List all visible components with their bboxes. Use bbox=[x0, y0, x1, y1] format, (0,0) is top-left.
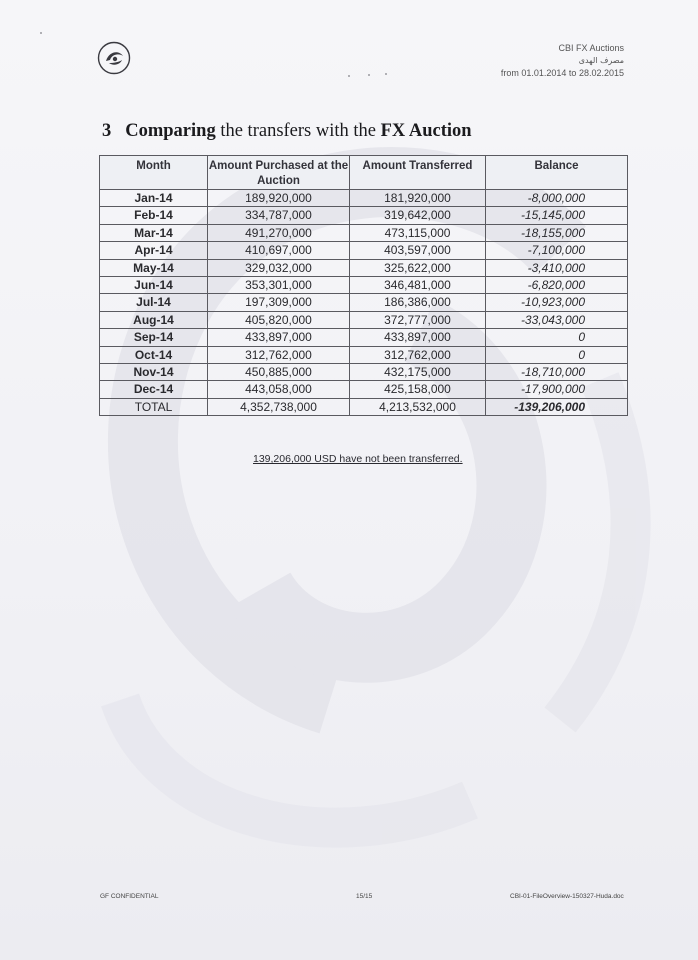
cell-total-purchased: 4,352,738,000 bbox=[208, 398, 350, 415]
section-title-part1: Comparing bbox=[125, 121, 216, 141]
cell-month: Aug-14 bbox=[100, 311, 208, 328]
cell-total-label: TOTAL bbox=[100, 398, 208, 415]
header-arabic-name: مصرف الهدى bbox=[578, 55, 624, 65]
table-row bbox=[100, 259, 628, 276]
table-header-row bbox=[100, 156, 628, 190]
cell-balance: -7,100,000 bbox=[486, 242, 628, 259]
bank-logo-icon bbox=[97, 41, 131, 75]
section-title-part3: FX Auction bbox=[380, 121, 472, 141]
cell-month: May-14 bbox=[100, 259, 208, 276]
cell-balance: 0 bbox=[486, 329, 628, 346]
section-title-part2: the transfers with the bbox=[215, 121, 381, 141]
scan-speck bbox=[348, 75, 350, 77]
table-row bbox=[100, 224, 628, 241]
footer-page-number: 15/15 bbox=[356, 893, 373, 900]
cell-balance: -6,820,000 bbox=[486, 277, 628, 294]
cell-month: Nov-14 bbox=[100, 364, 208, 381]
cell-purchased: 491,270,000 bbox=[208, 224, 350, 241]
cell-transferred: 432,175,000 bbox=[350, 364, 486, 381]
table-row bbox=[100, 277, 628, 294]
cell-balance: -18,710,000 bbox=[486, 364, 628, 381]
header-title: CBI FX Auctions bbox=[558, 43, 624, 53]
table-row bbox=[100, 381, 628, 398]
section-heading bbox=[102, 121, 472, 142]
untransferred-note: 139,206,000 USD have not been transferred. bbox=[253, 453, 463, 465]
cell-balance: -33,043,000 bbox=[486, 311, 628, 328]
footer-confidential: GF CONFIDENTIAL bbox=[100, 893, 159, 900]
fx-transfers-table bbox=[99, 155, 628, 416]
cell-transferred: 325,622,000 bbox=[350, 259, 486, 276]
cell-balance: -18,155,000 bbox=[486, 224, 628, 241]
cell-purchased: 405,820,000 bbox=[208, 311, 350, 328]
cell-purchased: 312,762,000 bbox=[208, 346, 350, 363]
cell-month: Jul-14 bbox=[100, 294, 208, 311]
table-row bbox=[100, 294, 628, 311]
cell-transferred: 372,777,000 bbox=[350, 311, 486, 328]
cell-transferred: 181,920,000 bbox=[350, 190, 486, 207]
cell-balance: -8,000,000 bbox=[486, 190, 628, 207]
cell-transferred: 186,386,000 bbox=[350, 294, 486, 311]
table-row bbox=[100, 190, 628, 207]
column-header-month: Month bbox=[100, 156, 208, 190]
cell-purchased: 450,885,000 bbox=[208, 364, 350, 381]
cell-transferred: 403,597,000 bbox=[350, 242, 486, 259]
footer-filename: CBI-01-FileOverview-150327-Huda.doc bbox=[510, 893, 624, 900]
table-row bbox=[100, 242, 628, 259]
cell-balance: -17,900,000 bbox=[486, 381, 628, 398]
cell-balance: -15,145,000 bbox=[486, 207, 628, 224]
table-row bbox=[100, 311, 628, 328]
scan-speck bbox=[368, 74, 370, 76]
cell-transferred: 433,897,000 bbox=[350, 329, 486, 346]
cell-purchased: 329,032,000 bbox=[208, 259, 350, 276]
table-row bbox=[100, 346, 628, 363]
cell-month: Sep-14 bbox=[100, 329, 208, 346]
cell-transferred: 312,762,000 bbox=[350, 346, 486, 363]
cell-purchased: 197,309,000 bbox=[208, 294, 350, 311]
cell-purchased: 433,897,000 bbox=[208, 329, 350, 346]
cell-purchased: 189,920,000 bbox=[208, 190, 350, 207]
cell-month: Apr-14 bbox=[100, 242, 208, 259]
cell-month: Dec-14 bbox=[100, 381, 208, 398]
column-header-balance: Balance bbox=[486, 156, 628, 190]
header-period: from 01.01.2014 to 28.02.2015 bbox=[500, 68, 624, 78]
scan-speck bbox=[385, 73, 387, 75]
cell-total-balance: -139,206,000 bbox=[486, 398, 628, 415]
cell-total-transferred: 4,213,532,000 bbox=[350, 398, 486, 415]
cell-month: Mar-14 bbox=[100, 224, 208, 241]
cell-balance: 0 bbox=[486, 346, 628, 363]
column-header-purchased: Amount Purchased at the Auction bbox=[208, 156, 350, 190]
cell-transferred: 425,158,000 bbox=[350, 381, 486, 398]
table-row bbox=[100, 207, 628, 224]
document-header bbox=[501, 42, 624, 80]
cell-purchased: 353,301,000 bbox=[208, 277, 350, 294]
column-header-transferred: Amount Transferred bbox=[350, 156, 486, 190]
scan-speck bbox=[40, 32, 42, 34]
cell-transferred: 346,481,000 bbox=[350, 277, 486, 294]
cell-month: Oct-14 bbox=[100, 346, 208, 363]
table-row bbox=[100, 329, 628, 346]
cell-month: Feb-14 bbox=[100, 207, 208, 224]
cell-purchased: 410,697,000 bbox=[208, 242, 350, 259]
cell-purchased: 334,787,000 bbox=[208, 207, 350, 224]
table-row bbox=[100, 364, 628, 381]
cell-balance: -3,410,000 bbox=[486, 259, 628, 276]
cell-transferred: 319,642,000 bbox=[350, 207, 486, 224]
cell-month: Jan-14 bbox=[100, 190, 208, 207]
cell-purchased: 443,058,000 bbox=[208, 381, 350, 398]
section-number: 3 bbox=[102, 121, 112, 141]
cell-balance: -10,923,000 bbox=[486, 294, 628, 311]
cell-month: Jun-14 bbox=[100, 277, 208, 294]
cell-transferred: 473,115,000 bbox=[350, 224, 486, 241]
table-total-row bbox=[100, 398, 628, 415]
